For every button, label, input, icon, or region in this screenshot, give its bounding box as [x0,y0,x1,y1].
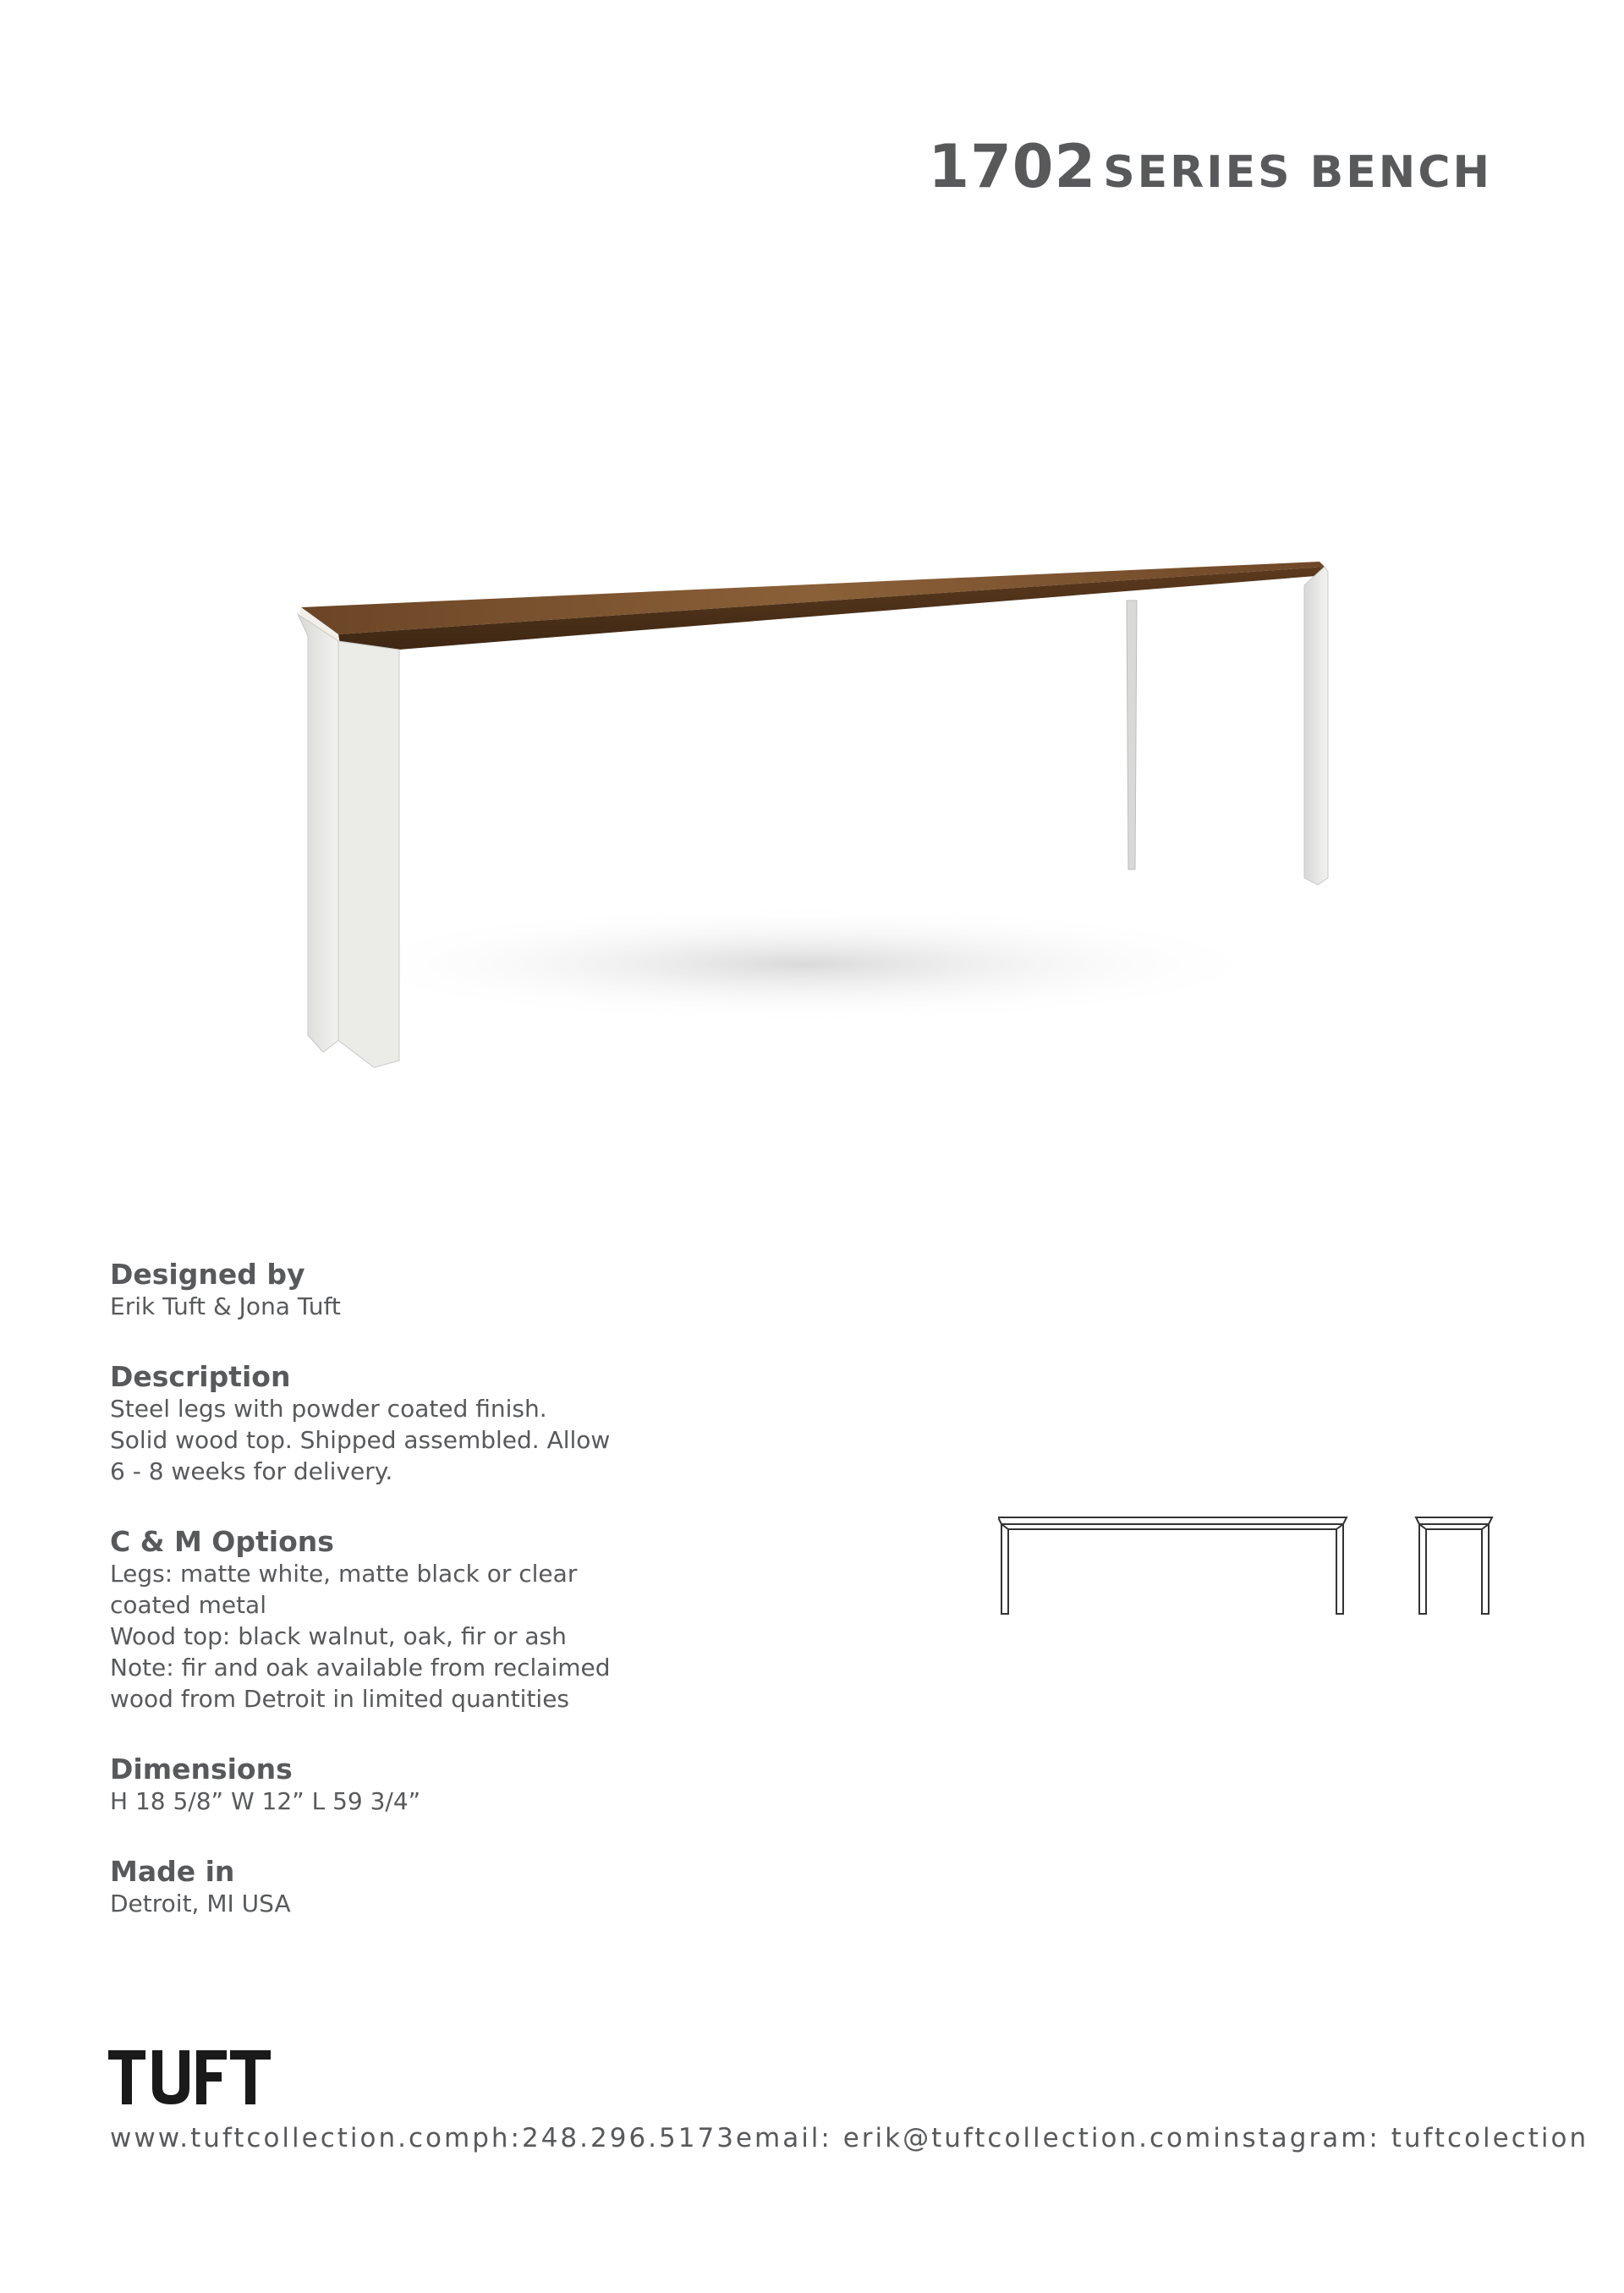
spec-line: Legs: matte white, matte black or clear [110,1559,578,1588]
spec-heading: Description [110,1359,291,1393]
spec-designed-by [110,1259,651,1322]
spec-heading: C & M Options [110,1524,334,1558]
left-inner-leg [338,641,399,1067]
product-title [928,132,1492,201]
side-elevation-drawing [1416,1517,1492,1614]
front-left-leg [298,614,338,1052]
spec-dimensions [110,1753,651,1817]
back-right-leg [1127,601,1137,869]
phone-number: ph:248.296.5173 [472,2123,736,2153]
spec-heading: Dimensions [110,1752,293,1786]
title-name: SERIES BENCH [1103,147,1492,198]
tuft-logo [108,2050,272,2104]
spec-description [110,1361,651,1487]
spec-line: Detroit, MI USA [110,1889,291,1917]
spec-heading: Made in [110,1854,235,1888]
spec-line: coated metal [110,1590,266,1619]
spec-line: Erik Tuft & Jona Tuft [110,1292,341,1320]
spec-options [110,1526,651,1714]
line-drawings [998,1514,1497,1624]
title-number: 1702 [928,132,1097,201]
spec-line: 6 - 8 weeks for delivery. [110,1456,393,1485]
spec-line: Wood top: black walnut, oak, fir or ash [110,1621,567,1650]
website-link[interactable]: www.tuftcollection.com [110,2123,473,2153]
spec-list [110,1259,651,1958]
product-photo [279,541,1362,1083]
bench-top [301,562,1325,634]
front-elevation-drawing [998,1517,1347,1614]
front-right-leg [1304,567,1328,885]
contact-footer [110,2123,1589,2153]
floor-shadow [330,905,1277,1023]
spec-line: Note: fir and oak available from reclaimed [110,1653,611,1681]
spec-line: Steel legs with powder coated finish. [110,1394,547,1423]
spec-line: Solid wood top. Shipped assembled. Allow [110,1425,611,1454]
spec-line: wood from Detroit in limited quantities [110,1684,570,1713]
spec-heading: Designed by [110,1258,305,1291]
spec-line: H 18 5/8” W 12” L 59 3/4” [110,1786,421,1815]
email-link[interactable]: email: erik@tuftcollection.com [735,2123,1214,2153]
instagram-handle[interactable]: instagram: tuftcolection [1213,2123,1589,2153]
spec-made-in [110,1856,651,1919]
